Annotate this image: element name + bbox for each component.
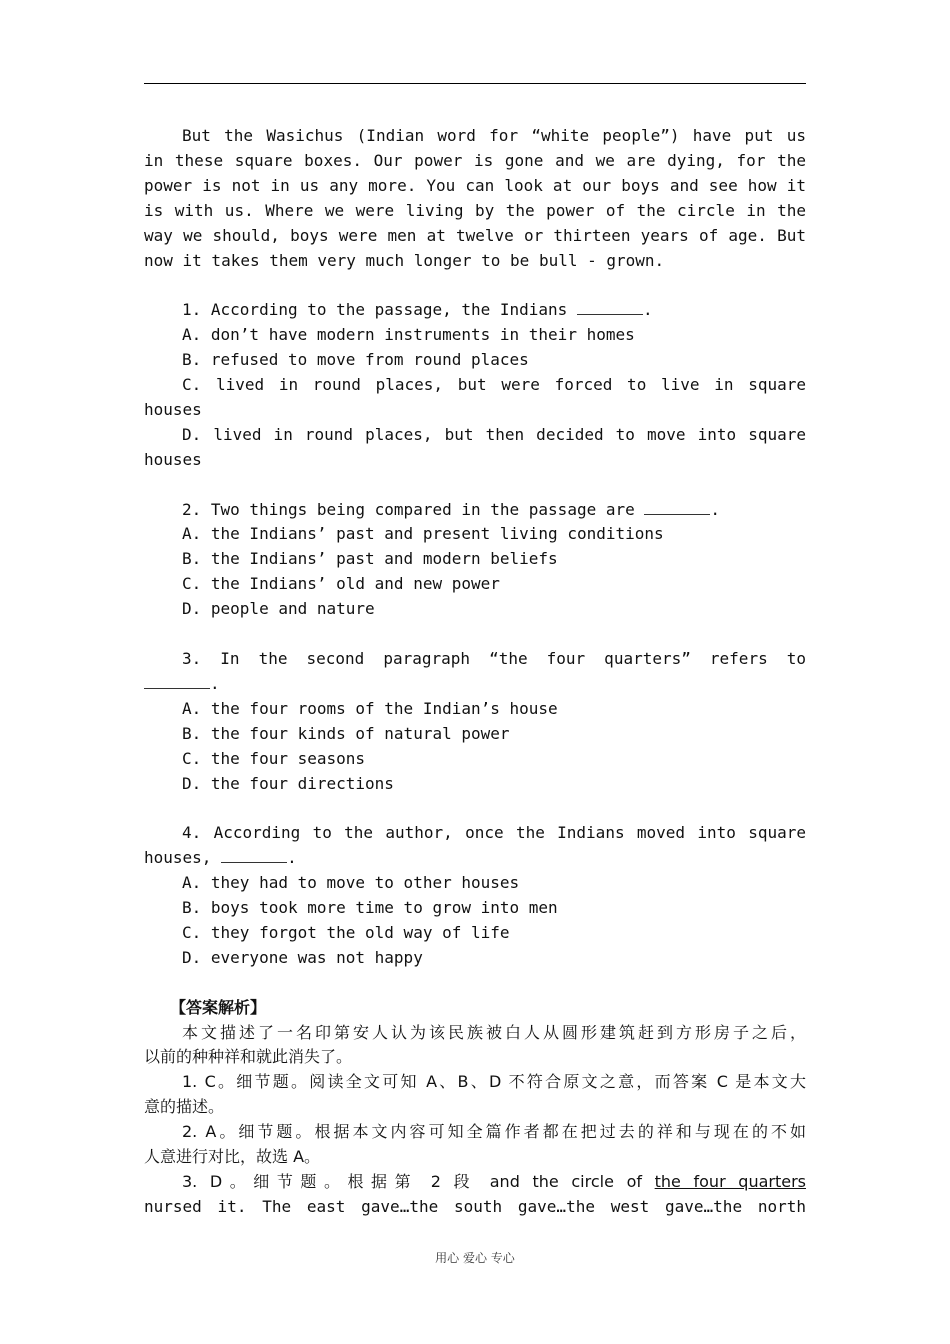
option: C. the four seasons — [182, 748, 366, 768]
answer-explanation-1: 1. C。细节题。阅读全文可知 A、B、D 不符合原文之意，而答案 C 是本文大 — [182, 1072, 806, 1092]
option: A. the four rooms of the Indian’s house — [182, 698, 558, 718]
option: B. boys took more time to grow into men — [182, 898, 558, 918]
option: C. they forgot the old way of life — [182, 922, 510, 942]
page-footer: 用心 爱心 专心 — [435, 1251, 515, 1265]
question-stem: 1. According to the passage, the Indians . — [182, 300, 653, 320]
answer-blank — [577, 299, 643, 315]
passage-line: power is not in us any more. You can look at our boys and see how it — [144, 175, 806, 195]
question-stem-wrap: houses, . — [144, 848, 297, 868]
header-rule — [144, 83, 806, 84]
answer-explanation-2: 2. A。细节题。根据本文内容可知全篇作者都在把过去的祥和与现在的不如 — [182, 1122, 806, 1142]
question-stem: 4. According to the author, once the Indians moved into square — [182, 823, 806, 843]
question-stem: 3. In the second paragraph “the four quarters” refers to — [182, 648, 806, 668]
answer-blank — [644, 499, 710, 515]
passage-line: But the Wasichus (Indian word for “white people”) have put us — [182, 126, 806, 145]
option: C. the Indians’ old and new power — [182, 574, 500, 594]
question-stem: 2. Two things being compared in the passage are . — [182, 499, 721, 519]
answer-blank — [144, 673, 210, 689]
answer-summary: 本文描述了一名印第安人认为该民族被白人从圆形建筑赶到方形房子之后， — [182, 1022, 806, 1042]
answer-explanation-1: 意的描述。 — [144, 1097, 225, 1117]
option-wrap: houses — [144, 449, 202, 469]
option: D. lived in round places, but then decided to move into square — [182, 424, 806, 444]
option: A. don’t have modern instruments in their homes — [182, 325, 635, 345]
passage-line: now it takes them very much longer to be bull - grown. — [144, 250, 665, 270]
answer-explanation-3: 3. D。细节题。根据第 2 段 and the circle of the four quarters — [182, 1171, 806, 1191]
option: A. the Indians’ past and present living conditions — [182, 524, 664, 544]
option: A. they had to move to other houses — [182, 873, 520, 893]
answer-blank — [221, 847, 287, 863]
answer-explanation-3: nursed it. The east gave…the south gave…the west gave…the north — [144, 1196, 806, 1216]
option-wrap: houses — [144, 399, 202, 419]
option: B. the four kinds of natural power — [182, 723, 510, 743]
question-1 — [144, 298, 806, 472]
answer-heading: 【答案解析】 — [170, 997, 267, 1017]
passage-line: is with us. Where we were living by the power of the circle in the — [144, 200, 806, 220]
option: D. the four directions — [182, 773, 394, 793]
option: B. the Indians’ past and modern beliefs — [182, 549, 558, 569]
option: B. refused to move from round places — [182, 350, 529, 370]
document-body — [144, 124, 806, 1220]
passage-line: in these square boxes. Our power is gone and we are dying, for the — [144, 150, 806, 170]
question-stem-wrap: . — [144, 672, 806, 697]
option: D. everyone was not happy — [182, 947, 423, 967]
option: C. lived in round places, but were forced to live in square — [182, 375, 806, 395]
answer-explanation-2: 人意进行对比，故选 A。 — [144, 1147, 321, 1167]
question-3 — [144, 647, 806, 796]
answer-summary: 以前的种种祥和就此消失了。 — [144, 1047, 353, 1067]
passage-line: way we should, boys were men at twelve or thirteen years of age. But — [144, 225, 806, 245]
passage-paragraph — [144, 124, 806, 273]
answer-section — [144, 996, 806, 1220]
question-2 — [144, 498, 806, 623]
question-4 — [144, 821, 806, 970]
underlined-phrase: the four quarters — [654, 1171, 806, 1191]
option: D. people and nature — [182, 599, 375, 619]
